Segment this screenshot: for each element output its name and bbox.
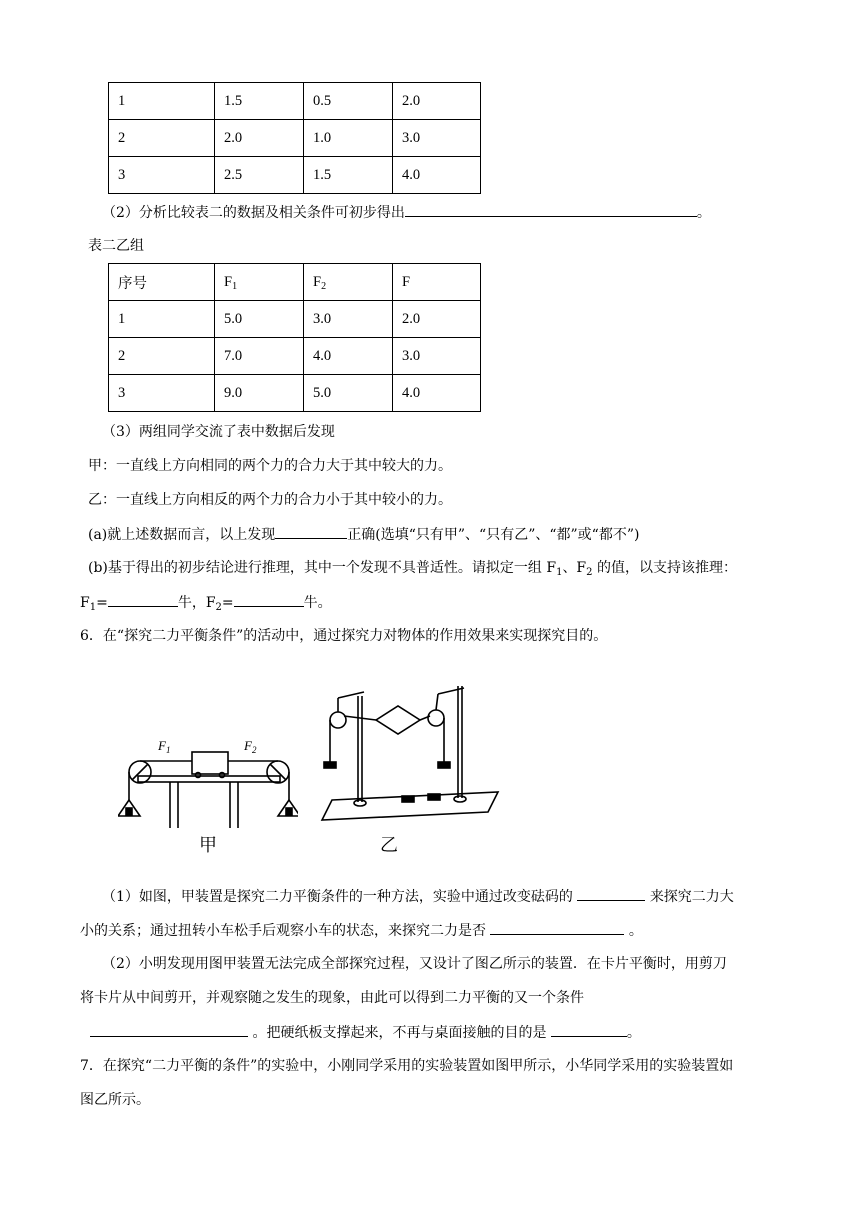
figure-label-jia: 甲: [199, 835, 217, 856]
table-header-row: [109, 264, 481, 301]
question-number: 7．: [80, 1058, 103, 1074]
table-cell: 5.0: [304, 375, 393, 412]
question-6-text: 在“探究二力平衡条件”的活动中，通过探究力对物体的作用效果来实现探究目的。: [102, 628, 608, 644]
cart: [192, 752, 228, 774]
table-one: [108, 82, 481, 194]
subscript: 1: [556, 567, 563, 578]
table-cell: 2: [109, 338, 215, 375]
table-cell: 3.0: [393, 120, 481, 157]
question-3b-text: (b)基于得出的初步结论进行推理，其中一个发现不具普适性。请拟定一组 F: [88, 560, 557, 576]
table-cell: 2.5: [215, 157, 304, 194]
question-7-text: 在探究“二力平衡的条件”的实验中，小刚同学采用的实验装置如图甲所示，小华同学采用的实验装置如: [102, 1058, 734, 1074]
question-6-stem: [80, 626, 607, 646]
answer-blank[interactable]: [90, 1022, 248, 1037]
table-cell: 2.0: [215, 120, 304, 157]
table-top: [138, 776, 280, 782]
table-cell: 4.0: [393, 157, 481, 194]
force-label-f1: $F_1$: [158, 738, 171, 755]
table-cell: 1.5: [215, 83, 304, 120]
table-cell: 7.0: [215, 338, 304, 375]
question-6-2-line3: [90, 1022, 641, 1043]
pulley-left: [330, 712, 346, 728]
figure-yi-apparatus: [318, 672, 500, 834]
table-row: [109, 83, 481, 120]
finding-jia: 甲：一直线上方向相同的两个力的合力大于其中较大的力。: [88, 458, 452, 474]
punctuation: 。: [696, 205, 711, 221]
table-cell: 3.0: [304, 301, 393, 338]
subscript: 2: [215, 602, 222, 613]
figure-label-yi: 乙: [380, 835, 398, 856]
table-row: [109, 338, 481, 375]
question-7-line2: 图乙所示。: [80, 1092, 150, 1108]
question-3b-text: 的值，以支持该推理：: [592, 560, 737, 576]
question-3b-line2: [80, 592, 332, 613]
question-6-1-line2: [80, 920, 643, 941]
header-text: F: [313, 273, 322, 290]
answer-blank[interactable]: [577, 886, 645, 901]
table-cell: 1.0: [304, 120, 393, 157]
table-cell: 2.0: [393, 301, 481, 338]
question-3-intro: （3）两组同学交流了表中数据后发现: [102, 424, 335, 440]
question-7-line1: [80, 1056, 733, 1076]
header-text: 序号: [118, 275, 147, 292]
equals-sign: =: [221, 595, 234, 611]
pulley-right: [428, 710, 444, 726]
question-6-1-text: 小的关系；通过扭转小车松手后观察小车的状态，来探究二力是否: [80, 923, 486, 939]
question-3a-text: (a)就上述数据而言，以上发现: [88, 527, 276, 543]
answer-blank[interactable]: [405, 202, 697, 217]
table-two-caption: 表二乙组: [88, 238, 144, 254]
answer-blank[interactable]: [551, 1022, 627, 1037]
table-cell: 2: [109, 120, 215, 157]
table-cell: 4.0: [304, 338, 393, 375]
table-cell: 1: [109, 83, 215, 120]
answer-blank[interactable]: [490, 920, 624, 935]
answer-blank[interactable]: [275, 524, 347, 539]
unit-text: 牛，F: [177, 595, 216, 611]
question-2-line: [102, 202, 711, 223]
table-cell: 9.0: [215, 375, 304, 412]
header-subscript: 1: [232, 280, 238, 292]
punctuation: 。: [626, 1025, 641, 1041]
table-cell: 2.0: [393, 83, 481, 120]
question-6-2-line1: （2）小明发现用图甲装置无法完成全部探究过程，又设计了图乙所示的装置．在卡片平衡时，用剪刀: [102, 956, 727, 972]
table-cell: 0.5: [304, 83, 393, 120]
header-cell-index: [109, 264, 215, 301]
table-row: [109, 157, 481, 194]
weight-left: [324, 762, 336, 768]
table-row: [109, 301, 481, 338]
header-cell-f2: [304, 264, 393, 301]
question-3a: [88, 524, 639, 545]
table-cell: 5.0: [215, 301, 304, 338]
finding-yi: 乙：一直线上方向相反的两个力的合力小于其中较小的力。: [88, 492, 452, 508]
table-cell: 4.0: [393, 375, 481, 412]
question-6-2-text: 。把硬纸板支撑起来，不再与桌面接触的目的是: [252, 1025, 547, 1041]
table-cell: 1: [109, 301, 215, 338]
question-2-text: （2）分析比较表二的数据及相关条件可初步得出: [102, 205, 405, 221]
question-6-2-line2: 将卡片从中间剪开，并观察随之发生的现象，由此可以得到二力平衡的又一个条件: [80, 990, 584, 1006]
force-label-f2: $F_2$: [244, 738, 257, 755]
table-cell: 1.5: [304, 157, 393, 194]
equals-sign: =: [96, 595, 108, 611]
header-cell-f: [393, 264, 481, 301]
question-3b-line1: [88, 558, 737, 578]
table-row: [109, 375, 481, 412]
weight-right: [438, 762, 450, 768]
question-6-1-text: 来探究二力大: [649, 889, 734, 905]
table-cell: 3.0: [393, 338, 481, 375]
header-cell-f1: [215, 264, 304, 301]
unit-text: 牛。: [303, 595, 332, 611]
header-text: F: [224, 273, 233, 290]
f1-label: F: [80, 595, 90, 611]
table-cell: 3: [109, 375, 215, 412]
table-cell: 3: [109, 157, 215, 194]
table-row: [109, 120, 481, 157]
question-3b-text: 、F: [562, 560, 587, 576]
table-two: [108, 263, 481, 412]
question-6-1-line1: [102, 886, 734, 907]
header-text: F: [402, 273, 411, 290]
question-number: 6．: [80, 628, 103, 644]
subscript: 1: [89, 602, 97, 613]
f1-answer-blank[interactable]: [108, 592, 178, 607]
punctuation: 。: [628, 923, 643, 939]
card: [376, 706, 420, 734]
question-3a-options: 正确(选填“只有甲”、“只有乙”、“都”或“都不”): [347, 527, 640, 543]
f2-answer-blank[interactable]: [234, 592, 304, 607]
question-6-1-text: （1）如图，甲装置是探究二力平衡条件的一种方法，实验中通过改变砝码的: [102, 889, 573, 905]
header-subscript: 2: [321, 280, 327, 292]
subscript: 2: [586, 567, 593, 578]
